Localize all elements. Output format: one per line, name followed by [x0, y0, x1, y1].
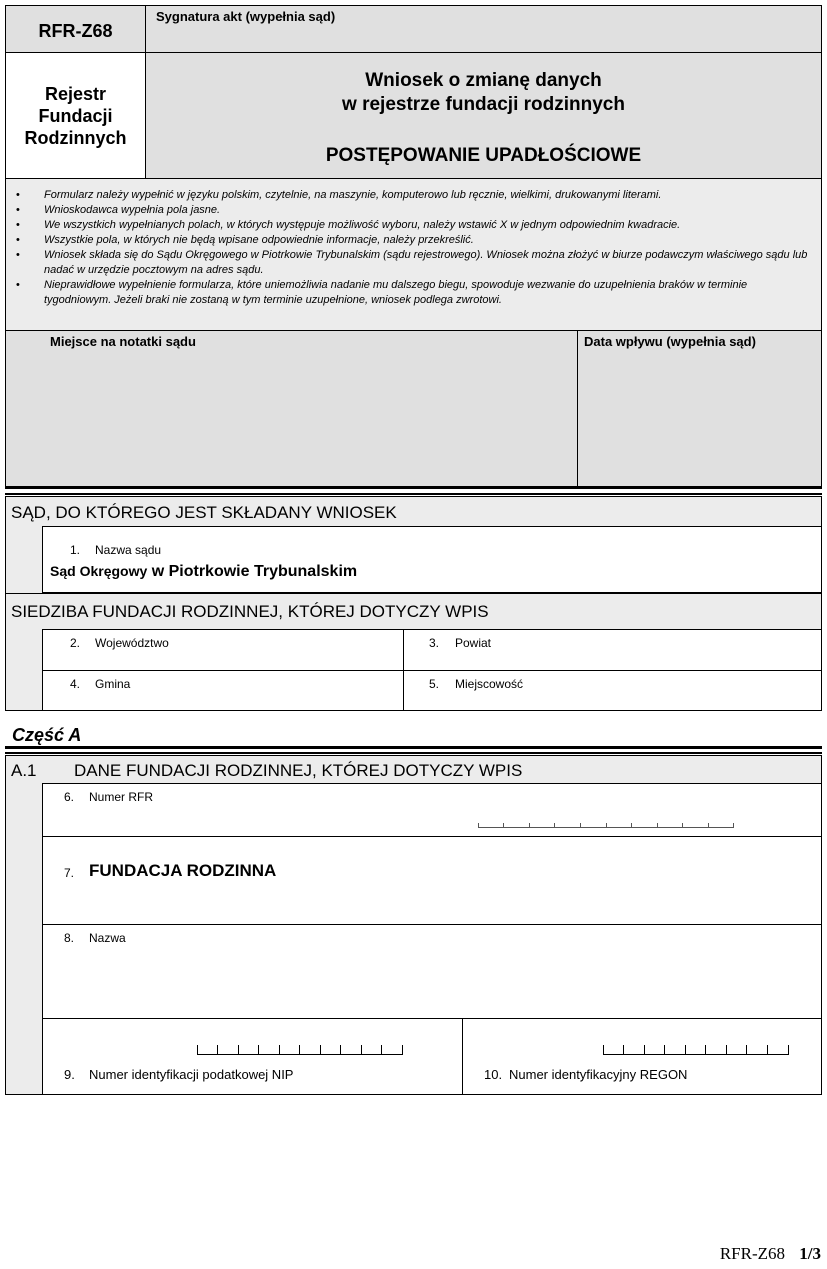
title-line-1: Wniosek o zmianę danych [365, 70, 602, 91]
regon-label: Numer identyfikacyjny REGON [509, 1067, 688, 1082]
instruction-item: • Nieprawidłowe wypełnienie formularza, które uniemożliwia nadanie mu dalszego biegu, spowoduje wezwanie do uzupełnienia braków w terminie tygodniowym. Jeżeli braki nie zostaną w tym terminie uzupełnione, wniosek podlega zwrotowi. [16, 278, 811, 308]
form-subtitle: POSTĘPOWANIE UPADŁOŚCIOWE [325, 145, 642, 166]
instructions-box [5, 178, 822, 331]
field-number: 3. [429, 636, 440, 650]
nip-field[interactable] [42, 1018, 463, 1095]
instruction-item: • Wniosek składa się do Sądu Okręgowego w Piotrkowie Trybunalskim (sądu rejestrowego). Wniosek można złożyć w biurze podawczym właściwego sądu lub nadać w urzędzie pocztowym na adres sądu. [16, 248, 811, 278]
court-name-field[interactable] [42, 526, 822, 593]
field-number: 9. [64, 1067, 75, 1082]
court-name-value [50, 563, 357, 581]
locality-field[interactable] [403, 670, 822, 711]
signature-label: Sygnatura akt (wypełnia sąd) [156, 9, 336, 24]
form-title [146, 69, 821, 117]
court-notes-label: Miejsce na notatki sądu [50, 334, 196, 349]
foundation-name-label: Nazwa [89, 931, 126, 945]
registry-line-3: Rodzinnych [24, 127, 127, 148]
footer-form-code: RFR-Z68 [719, 1244, 786, 1263]
rfr-number-field[interactable] [42, 783, 822, 837]
rfr-number-label: Numer RFR [89, 790, 154, 804]
county-field[interactable] [403, 629, 822, 671]
regon-field[interactable] [462, 1018, 822, 1095]
commune-label: Gmina [95, 677, 131, 691]
court-notes-field [5, 330, 578, 487]
a1-title: DANE FUNDACJI RODZINNEJ, KTÓREJ DOTYCZY WPIS [74, 761, 523, 780]
court-section-heading: SĄD, DO KTÓREGO JEST SKŁADANY WNIOSEK [11, 503, 397, 522]
instruction-item: • Wnioskodawca wypełnia pola jasne. [16, 203, 811, 218]
receipt-date-field [577, 330, 822, 487]
seat-section-heading: SIEDZIBA FUNDACJI RODZINNEJ, KTÓREJ DOTYCZY WPIS [11, 602, 489, 621]
registry-name [5, 52, 146, 179]
form-code-text: RFR-Z68 [38, 20, 113, 41]
signature-field [145, 5, 822, 53]
registry-line-2: Fundacji [38, 105, 113, 126]
instruction-item: • Formularz należy wypełnić w języku polskim, czytelnie, na maszynie, komputerowo lub ręcznie, wielkimi, drukowanymi literami. [16, 188, 811, 203]
regon-comb [603, 1045, 789, 1055]
page-number: 1/3 [799, 1244, 821, 1263]
registry-line-1: Rejestr [44, 83, 107, 104]
voivodeship-label: Województwo [95, 636, 169, 650]
nip-comb [197, 1045, 403, 1055]
section-divider [5, 493, 822, 495]
locality-label: Miejscowość [455, 677, 524, 691]
instruction-item: • Wszystkie pola, w których nie będą wpisane odpowiednie informacje, należy przekreślić. [16, 233, 811, 248]
field-number: 4. [70, 677, 81, 691]
voivodeship-field[interactable] [42, 629, 404, 671]
family-foundation-block [42, 836, 822, 925]
section-divider [5, 752, 822, 754]
court-name-part-a: Sąd Okręgowy [50, 563, 148, 579]
part-a-heading: Część A [12, 725, 82, 745]
commune-field[interactable] [42, 670, 404, 711]
field-number: 2. [70, 636, 81, 650]
title-line-2: w rejestrze fundacji rodzinnych [342, 94, 625, 115]
field-number: 5. [429, 677, 440, 691]
county-label: Powiat [455, 636, 492, 650]
court-name-label: Nazwa sądu [95, 543, 162, 557]
page-footer [720, 1244, 821, 1264]
receipt-date-label: Data wpływu (wypełnia sąd) [584, 334, 756, 349]
section-divider [5, 486, 822, 489]
family-foundation-label: FUNDACJA RODZINNA [89, 861, 277, 880]
form-title-box [145, 52, 822, 179]
instruction-item: • We wszystkich wypełnianych polach, w których występuje możliwość wyboru, należy wstawić X w jednym odpowiednim kwadracie. [16, 218, 811, 233]
instructions-list [16, 188, 811, 308]
field-number: 8. [64, 931, 75, 945]
section-divider [5, 746, 822, 749]
a1-number: A.1 [11, 761, 37, 780]
rfr-number-comb [478, 818, 734, 828]
divider [5, 593, 822, 594]
field-number: 10. [484, 1067, 503, 1082]
field-number: 6. [64, 790, 75, 804]
nip-label: Numer identyfikacji podatkowej NIP [89, 1067, 294, 1082]
field-number: 1. [70, 543, 81, 557]
foundation-name-field[interactable] [42, 924, 822, 1019]
court-name-part-b: w Piotrkowie Trybunalskim [151, 563, 358, 580]
field-number: 7. [64, 866, 75, 880]
form-code [5, 5, 146, 53]
